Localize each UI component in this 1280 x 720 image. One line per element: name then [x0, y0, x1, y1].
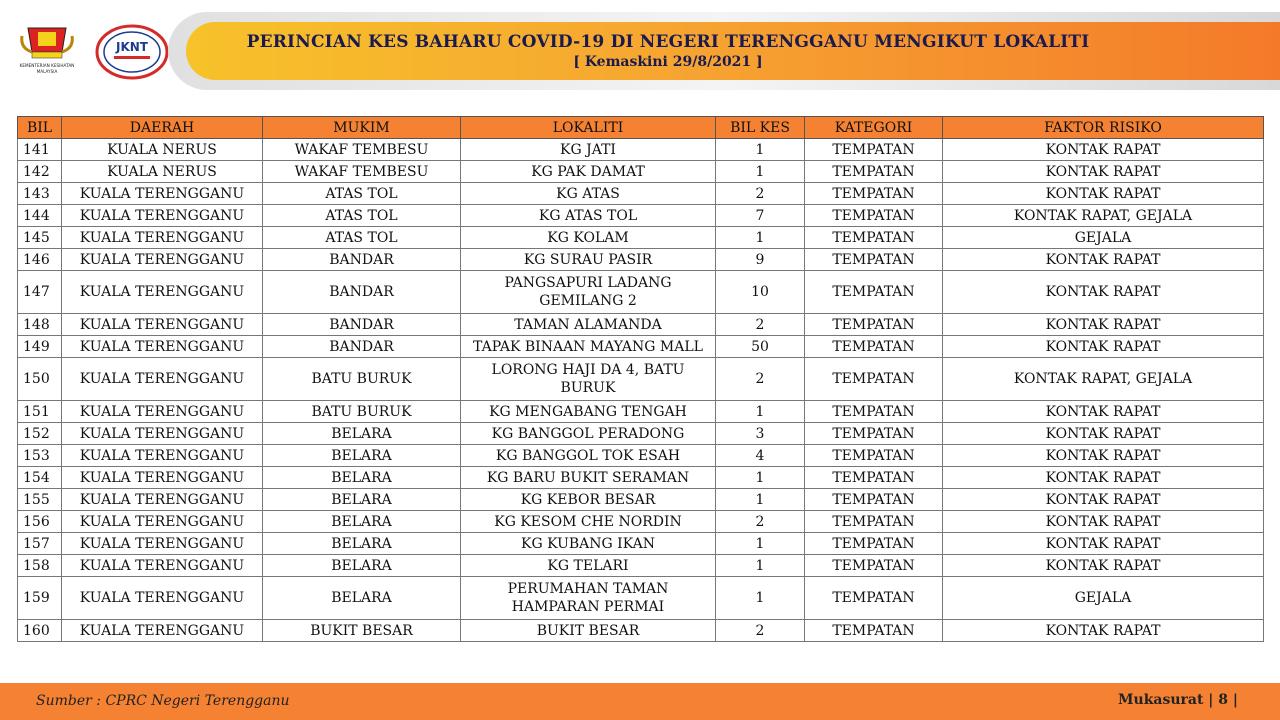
cell-lokaliti: TAPAK BINAAN MAYANG MALL	[461, 336, 716, 358]
cell-daerah: KUALA TERENGGANU	[62, 555, 263, 577]
svg-text:KEMENTERIAN KESIHATAN: KEMENTERIAN KESIHATAN	[19, 63, 75, 68]
column-header-kategori: KATEGORI	[805, 117, 943, 139]
cell-lokaliti: PERUMAHAN TAMAN HAMPARAN PERMAI	[461, 577, 716, 620]
cell-mukim: BANDAR	[263, 249, 461, 271]
table-row	[18, 423, 1264, 445]
cell-mukim: BELARA	[263, 555, 461, 577]
cell-daerah: KUALA TERENGGANU	[62, 445, 263, 467]
cell-faktor-risiko: KONTAK RAPAT	[943, 139, 1264, 161]
cell-bil: 151	[18, 401, 62, 423]
kkm-crest-logo	[18, 22, 76, 82]
cell-bil-kes: 2	[716, 314, 805, 336]
cell-mukim: ATAS TOL	[263, 227, 461, 249]
cell-kategori: TEMPATAN	[805, 467, 943, 489]
table-row	[18, 533, 1264, 555]
cell-daerah: KUALA TERENGGANU	[62, 511, 263, 533]
cell-faktor-risiko: KONTAK RAPAT	[943, 249, 1264, 271]
cell-bil: 142	[18, 161, 62, 183]
svg-text:JKNT: JKNT	[116, 40, 148, 54]
cell-lokaliti: KG BARU BUKIT SERAMAN	[461, 467, 716, 489]
cell-daerah: KUALA TERENGGANU	[62, 489, 263, 511]
table-row	[18, 489, 1264, 511]
cell-mukim: BATU BURUK	[263, 401, 461, 423]
cell-bil: 148	[18, 314, 62, 336]
cell-lokaliti: KG BANGGOL TOK ESAH	[461, 445, 716, 467]
cell-faktor-risiko: KONTAK RAPAT	[943, 445, 1264, 467]
cell-daerah: KUALA TERENGGANU	[62, 336, 263, 358]
table-row	[18, 205, 1264, 227]
cell-bil: 154	[18, 467, 62, 489]
cell-kategori: TEMPATAN	[805, 139, 943, 161]
cell-bil-kes: 1	[716, 467, 805, 489]
cell-kategori: TEMPATAN	[805, 511, 943, 533]
cell-kategori: TEMPATAN	[805, 271, 943, 314]
footer-bar	[0, 683, 1280, 720]
cell-kategori: TEMPATAN	[805, 336, 943, 358]
cell-bil: 160	[18, 620, 62, 642]
cell-daerah: KUALA TERENGGANU	[62, 314, 263, 336]
cell-kategori: TEMPATAN	[805, 358, 943, 401]
cell-kategori: TEMPATAN	[805, 183, 943, 205]
update-date: [ Kemaskini 29/8/2021 ]	[573, 54, 763, 70]
table-header-row	[18, 117, 1264, 139]
cell-lokaliti: KG PAK DAMAT	[461, 161, 716, 183]
column-header-faktor-risiko: FAKTOR RISIKO	[943, 117, 1264, 139]
cell-kategori: TEMPATAN	[805, 401, 943, 423]
cell-lokaliti: KG ATAS	[461, 183, 716, 205]
cell-mukim: BELARA	[263, 489, 461, 511]
cell-kategori: TEMPATAN	[805, 620, 943, 642]
cell-bil: 147	[18, 271, 62, 314]
cell-faktor-risiko: KONTAK RAPAT	[943, 314, 1264, 336]
source-note: Sumber : CPRC Negeri Terengganu	[36, 693, 290, 709]
cell-mukim: BELARA	[263, 423, 461, 445]
page-title: PERINCIAN KES BAHARU COVID-19 DI NEGERI TERENGGANU MENGIKUT LOKALITI	[246, 32, 1090, 52]
cell-bil: 155	[18, 489, 62, 511]
cell-kategori: TEMPATAN	[805, 161, 943, 183]
cell-bil: 150	[18, 358, 62, 401]
cell-daerah: KUALA TERENGGANU	[62, 205, 263, 227]
cell-bil-kes: 2	[716, 183, 805, 205]
cell-daerah: KUALA TERENGGANU	[62, 401, 263, 423]
cell-bil: 144	[18, 205, 62, 227]
cell-mukim: BELARA	[263, 577, 461, 620]
cell-kategori: TEMPATAN	[805, 227, 943, 249]
cell-daerah: KUALA TERENGGANU	[62, 467, 263, 489]
column-header-lokaliti: LOKALITI	[461, 117, 716, 139]
cell-daerah: KUALA TERENGGANU	[62, 533, 263, 555]
cell-bil: 159	[18, 577, 62, 620]
jknt-logo	[94, 24, 170, 80]
cell-bil-kes: 2	[716, 358, 805, 401]
cell-faktor-risiko: GEJALA	[943, 227, 1264, 249]
cell-bil-kes: 50	[716, 336, 805, 358]
column-header-mukim: MUKIM	[263, 117, 461, 139]
cell-mukim: BELARA	[263, 511, 461, 533]
column-header-bil: BIL	[18, 117, 62, 139]
cell-faktor-risiko: KONTAK RAPAT, GEJALA	[943, 358, 1264, 401]
table-row	[18, 401, 1264, 423]
cell-bil: 156	[18, 511, 62, 533]
cell-bil: 149	[18, 336, 62, 358]
cell-bil-kes: 1	[716, 533, 805, 555]
cell-faktor-risiko: KONTAK RAPAT	[943, 533, 1264, 555]
cell-kategori: TEMPATAN	[805, 555, 943, 577]
cell-mukim: BELARA	[263, 533, 461, 555]
table-row	[18, 467, 1264, 489]
cell-kategori: TEMPATAN	[805, 249, 943, 271]
cell-mukim: ATAS TOL	[263, 183, 461, 205]
table-row	[18, 445, 1264, 467]
cell-mukim: BATU BURUK	[263, 358, 461, 401]
cell-bil-kes: 1	[716, 139, 805, 161]
cell-lokaliti: KG KOLAM	[461, 227, 716, 249]
cell-lokaliti: KG BANGGOL PERADONG	[461, 423, 716, 445]
cell-bil-kes: 2	[716, 511, 805, 533]
cell-lokaliti: TAMAN ALAMANDA	[461, 314, 716, 336]
cell-kategori: TEMPATAN	[805, 577, 943, 620]
cell-mukim: WAKAF TEMBESU	[263, 161, 461, 183]
cell-bil-kes: 7	[716, 205, 805, 227]
cell-bil-kes: 1	[716, 489, 805, 511]
table-row	[18, 227, 1264, 249]
table-row	[18, 314, 1264, 336]
cell-bil: 146	[18, 249, 62, 271]
cell-kategori: TEMPATAN	[805, 423, 943, 445]
column-header-bil-kes: BIL KES	[716, 117, 805, 139]
cell-bil-kes: 1	[716, 401, 805, 423]
cell-daerah: KUALA TERENGGANU	[62, 423, 263, 445]
cell-faktor-risiko: KONTAK RAPAT	[943, 161, 1264, 183]
cell-bil-kes: 2	[716, 620, 805, 642]
table-row	[18, 336, 1264, 358]
cell-bil-kes: 1	[716, 227, 805, 249]
table-row	[18, 620, 1264, 642]
cell-faktor-risiko: KONTAK RAPAT	[943, 183, 1264, 205]
cell-bil: 143	[18, 183, 62, 205]
cases-table	[17, 116, 1264, 642]
cell-faktor-risiko: KONTAK RAPAT	[943, 467, 1264, 489]
cell-bil: 141	[18, 139, 62, 161]
cell-lokaliti: KG KEBOR BESAR	[461, 489, 716, 511]
cell-mukim: WAKAF TEMBESU	[263, 139, 461, 161]
cell-faktor-risiko: KONTAK RAPAT	[943, 620, 1264, 642]
cell-bil-kes: 3	[716, 423, 805, 445]
cell-bil: 145	[18, 227, 62, 249]
cell-kategori: TEMPATAN	[805, 205, 943, 227]
cell-daerah: KUALA TERENGGANU	[62, 271, 263, 314]
cell-kategori: TEMPATAN	[805, 489, 943, 511]
cell-mukim: BELARA	[263, 467, 461, 489]
cell-bil-kes: 9	[716, 249, 805, 271]
cell-kategori: TEMPATAN	[805, 314, 943, 336]
cell-bil-kes: 1	[716, 161, 805, 183]
cell-faktor-risiko: KONTAK RAPAT	[943, 336, 1264, 358]
cell-lokaliti: KG JATI	[461, 139, 716, 161]
cell-bil-kes: 1	[716, 555, 805, 577]
cell-bil: 152	[18, 423, 62, 445]
cell-daerah: KUALA NERUS	[62, 139, 263, 161]
cell-daerah: KUALA TERENGGANU	[62, 227, 263, 249]
cell-faktor-risiko: KONTAK RAPAT	[943, 271, 1264, 314]
cell-mukim: BELARA	[263, 445, 461, 467]
cell-faktor-risiko: KONTAK RAPAT	[943, 423, 1264, 445]
table-row	[18, 511, 1264, 533]
cell-lokaliti: KG MENGABANG TENGAH	[461, 401, 716, 423]
table-row	[18, 139, 1264, 161]
table-row	[18, 271, 1264, 314]
cell-faktor-risiko: KONTAK RAPAT, GEJALA	[943, 205, 1264, 227]
cell-daerah: KUALA TERENGGANU	[62, 620, 263, 642]
cell-daerah: KUALA TERENGGANU	[62, 358, 263, 401]
cell-mukim: ATAS TOL	[263, 205, 461, 227]
cell-faktor-risiko: KONTAK RAPAT	[943, 555, 1264, 577]
header-logos	[10, 22, 170, 82]
cell-mukim: BANDAR	[263, 336, 461, 358]
title-banner	[168, 12, 1280, 90]
cell-faktor-risiko: GEJALA	[943, 577, 1264, 620]
cell-lokaliti: KG KUBANG IKAN	[461, 533, 716, 555]
cell-bil-kes: 4	[716, 445, 805, 467]
cell-kategori: TEMPATAN	[805, 533, 943, 555]
column-header-daerah: DAERAH	[62, 117, 263, 139]
cell-faktor-risiko: KONTAK RAPAT	[943, 401, 1264, 423]
cell-faktor-risiko: KONTAK RAPAT	[943, 511, 1264, 533]
cell-mukim: BANDAR	[263, 271, 461, 314]
cell-lokaliti: BUKIT BESAR	[461, 620, 716, 642]
cell-lokaliti: KG KESOM CHE NORDIN	[461, 511, 716, 533]
cell-daerah: KUALA TERENGGANU	[62, 183, 263, 205]
cell-mukim: BANDAR	[263, 314, 461, 336]
cell-bil: 157	[18, 533, 62, 555]
cell-lokaliti: PANGSAPURI LADANG GEMILANG 2	[461, 271, 716, 314]
table-row	[18, 555, 1264, 577]
page-number: Mukasurat | 8 |	[1118, 692, 1238, 708]
cell-daerah: KUALA TERENGGANU	[62, 249, 263, 271]
cell-bil: 153	[18, 445, 62, 467]
cell-lokaliti: KG SURAU PASIR	[461, 249, 716, 271]
table-row	[18, 183, 1264, 205]
table-row	[18, 249, 1264, 271]
svg-text:MALAYSIA: MALAYSIA	[36, 69, 58, 74]
cell-bil: 158	[18, 555, 62, 577]
cell-lokaliti: LORONG HAJI DA 4, BATU BURUK	[461, 358, 716, 401]
cell-lokaliti: KG ATAS TOL	[461, 205, 716, 227]
cell-daerah: KUALA NERUS	[62, 161, 263, 183]
cell-faktor-risiko: KONTAK RAPAT	[943, 489, 1264, 511]
table-row	[18, 577, 1264, 620]
cell-kategori: TEMPATAN	[805, 445, 943, 467]
table-row	[18, 161, 1264, 183]
table-row	[18, 358, 1264, 401]
cell-mukim: BUKIT BESAR	[263, 620, 461, 642]
cell-bil-kes: 10	[716, 271, 805, 314]
cell-lokaliti: KG TELARI	[461, 555, 716, 577]
cell-bil-kes: 1	[716, 577, 805, 620]
cell-daerah: KUALA TERENGGANU	[62, 577, 263, 620]
